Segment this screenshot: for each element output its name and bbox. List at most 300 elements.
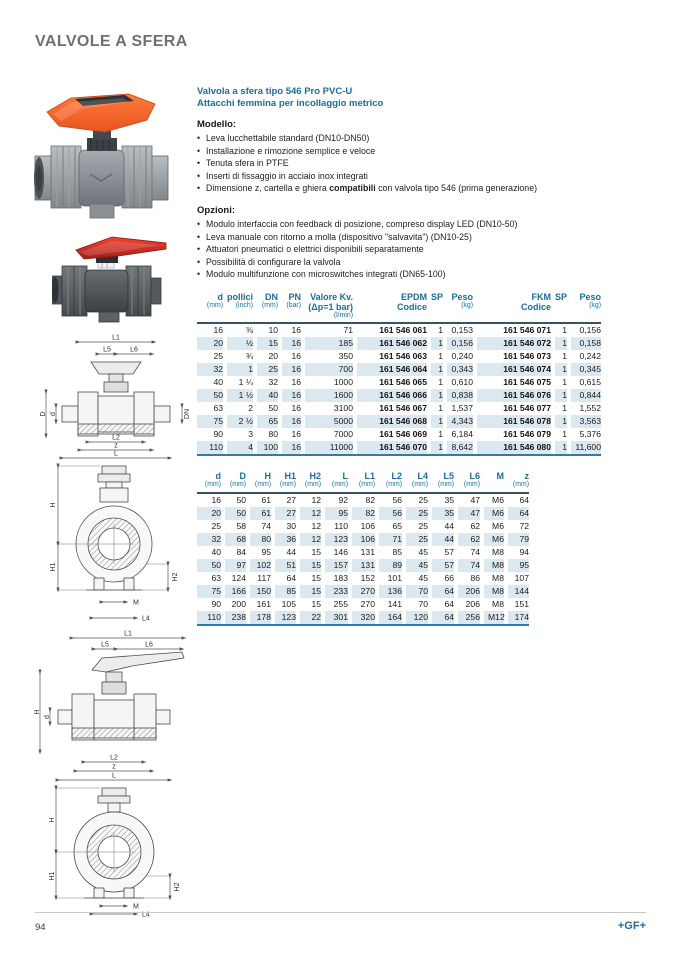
table-cell: M6 [480,494,504,507]
column-header: SP [551,292,567,325]
dim-label-H2: H2 [172,572,179,582]
table-cell: 10 [253,324,278,337]
dim-label-H1: H1 [50,562,57,572]
table-cell: 110 [321,520,348,533]
page-number: 94 [35,922,46,933]
table-cell: 63 [211,572,221,583]
product-subtitle-line1: Valvola a sfera tipo 546 Pro PVC-U [197,86,353,97]
table-cell: 1 ¼ [223,376,253,389]
column-header: L5 (mm) [428,471,454,494]
table-cell: ⅜ [223,324,253,337]
table-cell: 25 [402,533,428,546]
table-cell: 1 [551,402,567,415]
table-cell: 90 [213,429,223,440]
table-cell: 3,563 [567,415,601,428]
table-cell: 89 [375,559,402,572]
table-cell: 8,642 [443,441,473,454]
table-cell: 150 [246,585,271,598]
table-cell: 151 [504,598,529,611]
table-cell: 161 546 061 [353,324,427,337]
table-cell: 16 [278,376,301,389]
table-cell: 12 [296,494,321,507]
table-cell: 45 [402,559,428,572]
table-cell: 320 [348,611,375,624]
table-row [197,428,601,441]
table-row [197,572,529,585]
column-header: d (mm) [197,292,223,325]
table-cell: 161 546 071 [473,324,551,337]
list-item [197,243,649,256]
list-item-text: Modulo interfaccia con feedback di posizione, compreso display LED (DN10-50) [206,218,518,229]
table-cell: 12 [296,520,321,533]
table-cell: 1 [427,376,443,389]
valve-photo-red-handle [52,228,170,329]
table-cell: 82 [348,494,375,507]
table-cell: 20 [253,350,278,363]
modello-list [197,132,649,195]
table-cell: 45 [402,546,428,559]
table-cell: 90 [211,598,221,609]
codes-kv-table [197,292,601,457]
table-cell: 5,376 [567,428,601,441]
dim-label-D: D [40,411,47,417]
table-row [197,441,601,454]
table-cell: 101 [375,572,402,585]
table-cell: 64 [504,507,529,520]
bullet-icon: • [197,244,201,255]
table-cell: 6,184 [443,428,473,441]
column-header: L1 (mm) [348,471,375,494]
table-cell: 161 546 065 [353,376,427,389]
dim-label-M: M [133,903,139,911]
dim-label-H1: H1 [49,871,56,881]
table-cell: 146 [321,546,348,559]
table-cell: 0,153 [443,324,473,337]
table-cell: 161 546 070 [353,441,427,454]
table-cell: 0,615 [567,376,601,389]
table-row [197,350,601,363]
table-cell: 141 [375,598,402,611]
table-cell: 25 [402,494,428,507]
column-header: L4 (mm) [402,471,428,494]
table-row [197,415,601,428]
column-header: L (mm) [321,471,348,494]
table-cell: 65 [375,520,402,533]
table-cell: 100 [253,441,278,454]
dim-label-l1: L1 [112,334,120,342]
list-item-text: Modulo multifunzione con microswitches integrati (DN65-100) [206,269,446,280]
list-item [197,170,649,183]
table-cell: 85 [271,585,296,598]
table-cell: 64 [428,611,454,624]
table-cell: 161 546 062 [353,337,427,350]
table-cell: 16 [278,428,301,441]
table-cell: 72 [504,520,529,533]
table-cell: 74 [454,559,480,572]
table-cell: 75 [197,585,221,598]
bullet-icon: • [197,256,201,267]
table-cell: 166 [221,585,246,598]
table-row [197,585,529,598]
bullet-icon: • [197,133,201,143]
dim-label-L: L [112,772,116,780]
list-item-text: Inserti di fissaggio in acciaio inox integrati [206,170,368,181]
table-cell: 51 [271,559,296,572]
list-item [197,132,649,145]
valve-photo-red-handle-svg [52,228,170,324]
column-header: M [480,471,504,494]
table-cell: 16 [278,402,301,415]
table-cell: 161 546 063 [353,350,427,363]
table-cell: M8 [480,572,504,585]
dim-label-l5: L5 [103,346,111,354]
dim-label-l1: L1 [124,630,132,638]
table-cell: 16 [278,363,301,376]
table-cell: 30 [271,520,296,533]
table-cell: 178 [246,611,271,624]
table-cell: 200 [221,598,246,611]
table-cell: 161 546 080 [473,441,551,454]
dim-label-d: d [50,412,57,416]
table-cell: 1 [551,324,567,337]
table-cell: 117 [246,572,271,585]
table-cell: 131 [348,559,375,572]
gf-logo: +GF+ [617,920,646,932]
table-cell: 301 [321,611,348,624]
table-cell: 61 [246,507,271,520]
list-item-text: Dimensione z, cartella e ghiera compatibili con valvola tipo 546 (prima generazione) [206,183,538,194]
dimensions-table [197,471,529,626]
table-cell: 123 [271,611,296,624]
table-cell: 11000 [301,441,353,454]
tech-drawing-side-svg [36,452,194,630]
column-header: SP [427,292,443,325]
product-subtitle-line2: Attacchi femmina per incollaggio metrico [197,97,384,109]
table-row [197,533,529,546]
table-cell: 64 [271,572,296,585]
table-cell: 106 [348,533,375,546]
table-cell: 50 [221,507,246,520]
table-row [197,376,601,389]
dim-label-l2: L2 [112,434,120,442]
table-cell: 57 [428,559,454,572]
table-cell: 27 [271,494,296,507]
table-cell: 0,158 [567,337,601,350]
column-header: z (mm) [504,471,529,494]
table-cell: 32 [197,533,221,546]
table-cell: 144 [504,585,529,598]
list-item [197,218,649,231]
table-row [197,546,529,559]
table-cell: 1 [427,415,443,428]
table-cell: 82 [348,507,375,520]
column-header: EPDM Codice [353,292,427,325]
tech-drawing-front [36,330,194,465]
tech-drawing-side-big [36,780,194,923]
table-cell: 238 [221,611,246,624]
table-cell: 270 [348,598,375,611]
bullet-icon: • [197,231,201,242]
table-cell: 206 [454,598,480,611]
table-cell: 36 [271,533,296,546]
table-cell: 1 [427,363,443,376]
table-cell: 15 [296,572,321,585]
table-cell: 270 [348,585,375,598]
dim-label-l6: L6 [130,346,138,354]
table-cell: 1 [551,337,567,350]
table-cell: 15 [296,585,321,598]
table-cell: 44 [428,520,454,533]
table-cell: 2 [223,402,253,415]
table-cell: 25 [402,507,428,520]
table-cell: 50 [197,389,223,402]
table-cell: 47 [454,494,480,507]
table-row [197,611,529,624]
opzioni-list [197,218,649,281]
table-row [197,494,529,507]
table-cell: 0,242 [567,350,601,363]
table-cell: 1000 [301,376,353,389]
table-cell: 185 [301,337,353,350]
table-cell: 124 [221,572,246,585]
opzioni-heading: Opzioni: [197,204,235,216]
table-cell: 1 [551,428,567,441]
table-cell: 62 [454,533,480,546]
table-cell: 350 [301,350,353,363]
dim-label-L: L [114,450,118,458]
column-header: H2 (mm) [296,471,321,494]
column-header: H (mm) [246,471,271,494]
table-cell: 102 [246,559,271,572]
table-cell: 105 [271,598,296,611]
table-cell: 110 [197,441,223,454]
table-cell: 1,537 [443,402,473,415]
table-cell: 161 546 067 [353,402,427,415]
table-cell: 1 [427,350,443,363]
table-cell: M8 [480,585,504,598]
table-cell: 152 [348,572,375,585]
table-cell: 86 [454,572,480,585]
table-cell: 3100 [301,402,353,415]
table-cell: 25 [213,351,223,362]
table-cell: 161 546 066 [353,389,427,402]
table-cell: 1 [551,415,567,428]
table-cell: 25 [253,363,278,376]
table-cell: 75 [197,415,223,428]
table-cell: 1 [427,337,443,350]
dim-label-l2: L2 [110,754,118,762]
table-cell: M8 [480,598,504,611]
dim-label-DN: DN [184,408,191,420]
list-item-text: Leva lucchettabile standard (DN10-DN50) [206,133,370,143]
table-cell: 0,343 [443,363,473,376]
dim-label-M: M [133,599,139,607]
column-header: H1 (mm) [271,471,296,494]
table-cell: 174 [504,611,529,624]
table-cell: 40 [211,546,221,557]
bullet-icon: • [197,269,201,280]
column-header: PN (bar) [278,292,301,325]
table-cell: 16 [278,389,301,402]
table-cell: 161 546 079 [473,428,551,441]
table-cell: 50 [253,402,278,415]
table-cell: M8 [480,546,504,559]
column-header: Valore Kv. (Δp=1 bar) (l/min) [301,292,353,325]
table-cell: 16 [213,325,223,336]
table-row [197,337,601,350]
bullet-icon: • [197,145,201,156]
table-cell: 16 [278,441,301,454]
column-header: pollici (inch) [223,292,253,325]
tech-drawing-front-lever [32,628,194,793]
table-cell: 11,600 [567,441,601,454]
table-cell: 92 [321,494,348,507]
table-cell: 22 [296,611,321,624]
table-cell: 0,610 [443,376,473,389]
table-cell: 183 [321,572,348,585]
list-item [197,231,649,244]
table-cell: 161 546 064 [353,363,427,376]
column-header: FKM Codice [473,292,551,325]
table-cell: ½ [223,337,253,350]
bullet-icon: • [197,183,201,194]
table-row [197,520,529,533]
list-item-text: Possibilità di configurare la valvola [206,256,341,267]
table-cell: 40 [213,377,223,388]
table-cell: 71 [375,533,402,546]
list-item-text: Installazione e rimozione semplice e veloce [206,145,376,156]
table-cell: 62 [454,520,480,533]
table-cell: 70 [402,598,428,611]
table-cell: 40 [253,389,278,402]
table-cell: 0,844 [567,389,601,402]
table-cell: 161 546 077 [473,402,551,415]
dim-label-L4: L4 [142,911,150,918]
table-cell: 1 [551,350,567,363]
table-cell: 161 546 076 [473,389,551,402]
table-cell: 16 [278,350,301,363]
table-cell: 68 [221,533,246,546]
table-row [197,324,601,337]
table-cell: 64 [428,598,454,611]
table-cell: 1 [551,441,567,454]
tech-drawing-front-svg [36,330,194,460]
table-cell: 1,552 [567,402,601,415]
column-header: d (mm) [197,471,221,494]
table-cell: 56 [375,494,402,507]
column-header: DN (mm) [253,292,278,325]
table-cell: 80 [246,533,271,546]
table-cell: 74 [246,520,271,533]
bullet-icon: • [197,170,201,181]
table-cell: 1 [427,428,443,441]
table-cell: 85 [375,546,402,559]
table-cell: 1600 [301,389,353,402]
table-cell: 94 [504,546,529,559]
content-column [197,86,649,626]
table-cell: 95 [246,546,271,559]
list-item [197,268,649,281]
list-item [197,182,649,195]
table-cell: 136 [375,585,402,598]
page-title: VALVOLE A SFERA [35,33,188,50]
table-cell: 32 [253,376,278,389]
dim-label-H: H [49,817,56,823]
table-row [197,402,601,415]
table-cell: 12 [296,507,321,520]
table-cell: 70 [402,585,428,598]
tech-drawing-side [36,452,194,635]
table-cell: 95 [504,559,529,572]
table-cell: 1 [427,441,443,454]
table-cell: 15 [296,546,321,559]
table-cell: 35 [428,507,454,520]
list-item [197,256,649,269]
table-cell: 16 [278,415,301,428]
table-row [197,363,601,376]
table-cell: 64 [504,494,529,507]
bullet-icon: • [197,158,201,169]
table-cell: 110 [197,611,221,624]
table-cell: 44 [428,533,454,546]
table-cell: 65 [253,415,278,428]
dim-label-z: z [112,763,116,771]
table-cell: 700 [301,363,353,376]
table-cell: 25 [211,520,221,531]
table-cell: 44 [271,546,296,559]
table-cell: 80 [253,428,278,441]
table-cell: 1 [551,389,567,402]
table-cell: 161 [246,598,271,611]
column-header: Peso (kg) [567,292,601,325]
table-cell: 35 [428,494,454,507]
dim-label-H2: H2 [174,882,181,892]
table-cell: 164 [375,611,402,624]
column-header: D (mm) [221,471,246,494]
table-cell: 4,343 [443,415,473,428]
table-cell: M6 [480,533,504,546]
table-cell: 50 [221,494,246,507]
table-cell: 1 [427,324,443,337]
table-cell: 0,345 [567,363,601,376]
table-cell: 3 [223,428,253,441]
table-cell: 1 [551,376,567,389]
table-cell: 15 [296,559,321,572]
table-cell: 0,838 [443,389,473,402]
table-cell: 64 [428,585,454,598]
table-cell: M6 [480,520,504,533]
table-cell: 95 [321,507,348,520]
table-cell: 1 [427,389,443,402]
list-item-text: Leva manuale con ritorno a molla (dispositivo "salvavita") (DN10-25) [206,231,472,242]
table-cell: 20 [197,507,221,520]
table-cell: 15 [253,337,278,350]
table-cell: 0,240 [443,350,473,363]
table-cell: 15 [296,598,321,611]
table-cell: 47 [454,507,480,520]
table-cell: 16 [211,494,221,505]
table-cell: 58 [221,520,246,533]
table-cell: 63 [213,403,223,414]
table-row [197,389,601,402]
table-cell: 71 [301,324,353,337]
dim-label-l6: L6 [145,641,153,649]
table-cell: 84 [221,546,246,559]
table-cell: 66 [428,572,454,585]
dim-label-H: H [50,502,57,508]
table-cell: 161 546 075 [473,376,551,389]
column-header: L2 (mm) [375,471,402,494]
